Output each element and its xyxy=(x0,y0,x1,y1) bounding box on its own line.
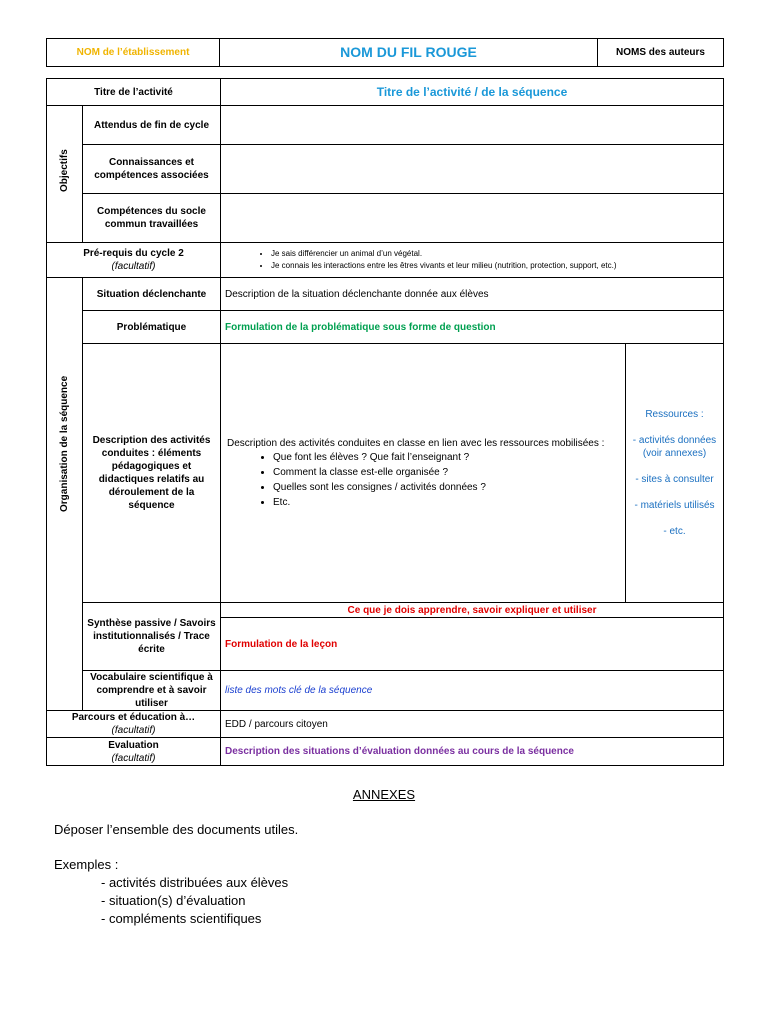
list-item: • Quelles sont les consignes / activités données ? xyxy=(273,480,619,495)
prerequis-list xyxy=(225,248,719,272)
titre-label: Titre de l’activité xyxy=(47,79,221,106)
list-item: • Etc. xyxy=(273,495,619,510)
parcours-cell xyxy=(47,711,221,738)
ressource-item: - activités données (voir annexes) xyxy=(632,435,717,459)
prerequis-cell xyxy=(47,243,221,278)
etablissement-name: NOM de l’établissement xyxy=(47,39,220,67)
evaluation-value: Description des situations d’évaluation données au cours de la séquence xyxy=(221,738,724,766)
evaluation-cell xyxy=(47,738,221,766)
authors-name: NOMS des auteurs xyxy=(598,39,724,67)
organisation-cell xyxy=(47,278,83,711)
activity-table xyxy=(46,78,724,766)
ressource-item: - matériels utilisés xyxy=(634,500,715,511)
fil-rouge-title: NOM DU FIL ROUGE xyxy=(220,39,598,67)
situation-label: Situation déclenchante xyxy=(83,278,221,311)
exemple-item: - compléments scientifiques xyxy=(101,911,262,926)
list-item: • Je connais les interactions entre les êtres vivants et leur milieu (nutrition, protection, support, etc.) xyxy=(271,260,719,272)
exemples-label: Exemples : xyxy=(54,857,119,872)
prerequis-label: Pré-requis du cycle 2 xyxy=(83,248,184,259)
list-item: • Comment la classe est-elle organisée ? xyxy=(273,465,619,480)
ressource-item: - etc. xyxy=(663,526,686,537)
synthese-value: Formulation de la leçon xyxy=(221,618,724,671)
ressources-title: Ressources : xyxy=(645,409,704,420)
evaluation-label: Evaluation xyxy=(108,739,159,751)
description-intro: Description des activités conduites en classe en lien avec les ressources mobilisées : xyxy=(227,437,605,449)
ressources-cell xyxy=(626,344,724,603)
prerequis-value xyxy=(221,243,724,278)
list-item: • Je sais différencier un animal d’un végétal. xyxy=(271,248,719,260)
description-list xyxy=(227,450,619,510)
parcours-facultatif: (facultatif) xyxy=(111,725,156,736)
evaluation-facultatif: (facultatif) xyxy=(111,752,156,764)
connaissances-value xyxy=(221,145,724,194)
competences-value xyxy=(221,194,724,243)
objectifs-label: Objectifs xyxy=(59,148,70,192)
organisation-label: Organisation de la séquence xyxy=(59,375,70,512)
exemple-item: - situation(s) d’évaluation xyxy=(101,893,246,908)
attendus-label: Attendus de fin de cycle xyxy=(83,106,221,145)
description-label: Description des activités conduites : éléments pédagogiques et didactiques relatifs au déroulement de la séquence xyxy=(83,344,221,603)
prerequis-facultatif: (facultatif) xyxy=(111,261,156,272)
problematique-label: Problématique xyxy=(83,311,221,344)
synthese-label: Synthèse passive / Savoirs institutionnalisés / Trace écrite xyxy=(83,603,221,671)
competences-label: Compétences du socle commun travaillées xyxy=(83,194,221,243)
description-value xyxy=(221,344,626,603)
situation-value: Description de la situation déclenchante donnée aux élèves xyxy=(221,278,724,311)
vocabulaire-label: Vocabulaire scientifique à comprendre et à savoir utiliser xyxy=(83,671,221,711)
header-table xyxy=(46,38,724,67)
ressource-item: - sites à consulter xyxy=(635,474,714,485)
exemple-item: - activités distribuées aux élèves xyxy=(101,875,289,890)
objectifs-cell xyxy=(47,106,83,243)
problematique-value: Formulation de la problématique sous forme de question xyxy=(221,311,724,344)
parcours-label: Parcours et éducation à… xyxy=(71,712,196,723)
synthese-header: Ce que je dois apprendre, savoir expliquer et utiliser xyxy=(221,603,724,618)
parcours-value: EDD / parcours citoyen xyxy=(221,711,724,738)
connaissances-label: Connaissances et compétences associées xyxy=(83,145,221,194)
attendus-value xyxy=(221,106,724,145)
annexes-title: ANNEXES xyxy=(352,787,416,802)
list-item: • Que font les élèves ? Que fait l’enseignant ? xyxy=(273,450,619,465)
titre-value: Titre de l’activité / de la séquence xyxy=(221,79,724,106)
annexes-intro: Déposer l’ensemble des documents utiles. xyxy=(54,822,299,837)
vocabulaire-value: liste des mots clé de la séquence xyxy=(221,671,724,711)
